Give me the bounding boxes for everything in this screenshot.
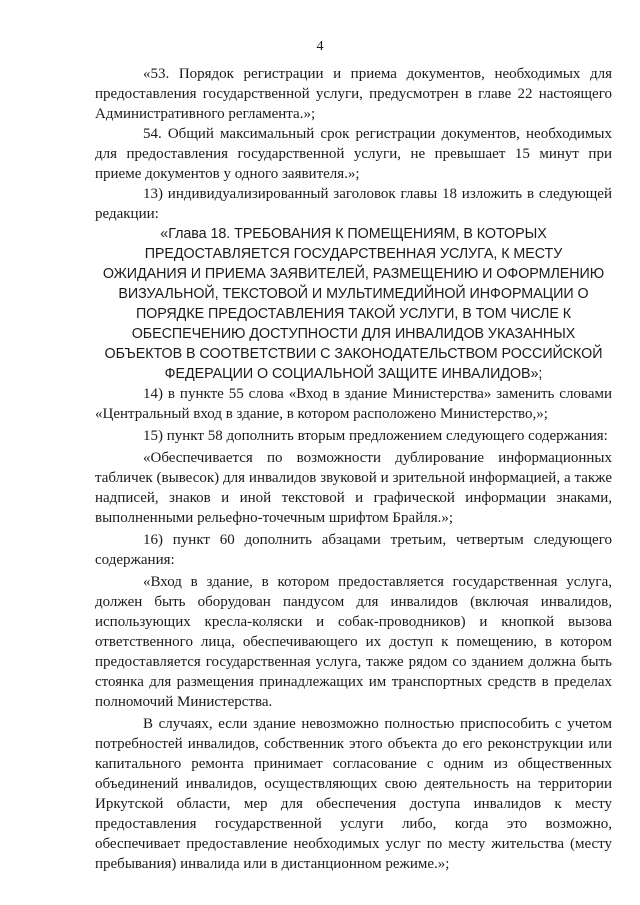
paragraph-53: «53. Порядок регистрации и приема документов, необходимых для предоставления государственной услуги, предусмотрен в главе 22 настоящего Административного регламента.»; [95,66,612,122]
document-body [95,64,612,874]
paragraph-54: 54. Общий максимальный срок регистрации документов, необходимых для предоставления государственной услуги, не превышает 15 минут при приеме документов у одного заявителя.»; [95,126,612,182]
paragraph-item-15: 15) пункт 58 дополнить вторым предложением следующего содержания: [143,428,608,444]
paragraph-adaptation: В случаях, если здание невозможно полностью приспособить с учетом потребностей инвалидов, собственник этого объекта до его реконструкции или капитального ремонта принимает согласование с одним из общественных объединений инвалидов, осуществляющих свою деятельность на территории Иркутской области, мер для обеспечения доступа инвалидов к месту предоставления государственной услуги либо, когда это возможно, обеспечивает предоставление необходимых услуг по месту жительства (месту пребывания) инвалида или в дистанционном режиме.»; [95,716,612,872]
page-number: 4 [316,39,324,54]
chapter-18-title: «Глава 18. ТРЕБОВАНИЯ К ПОМЕЩЕНИЯМ, В КОТОРЫХ ПРЕДОСТАВЛЯЕТСЯ ГОСУДАРСТВЕННАЯ УСЛУГА, К МЕСТУ ОЖИДАНИЯ И ПРИЕМА ЗАЯВИТЕЛЕЙ, РАЗМЕЩЕНИЮ И ОФОРМЛЕНИЮ ВИЗУАЛЬНОЙ, ТЕКСТОВОЙ И МУЛЬТИМЕДИЙНОЙ ИНФОРМАЦИИ О ПОРЯДКЕ ПРЕДОСТАВЛЕНИЯ ТАКОЙ УСЛУГИ, В ТОМ ЧИСЛЕ К ОБЕСПЕЧЕНИЮ ДОСТУПНОСТИ ДЛЯ ИНВАЛИДОВ УКАЗАННЫХ ОБЪЕКТОВ В СООТВЕТСТВИИ С ЗАКОНОДАТЕЛЬСТВОМ РОССИЙСКОЙ ФЕДЕРАЦИИ О СОЦИАЛЬНОЙ ЗАЩИТЕ ИНВАЛИДОВ»; [102,226,605,382]
paragraph-item-14: 14) в пункте 55 слова «Вход в здание Министерства» заменить словами «Центральный вход в здание, в котором расположено Министерство,»; [95,386,612,422]
paragraph-item-16: 16) пункт 60 дополнить абзацами третьим, четвертым следующего содержания: [95,532,612,568]
paragraph-entrance: «Вход в здание, в котором предоставляется государственная услуга, должен быть оборудован пандусом для инвалидов (включая инвалидов, использующих кресла-коляски и собак-проводников) и кнопкой вызова ответственного лица, обеспечивающего их доступ к помещению, в котором предоставляется государственная услуга, также рядом со зданием должна быть стоянка для размещения принадлежащих им транспортных средств в пределах полномочий Министерства. [95,574,612,710]
paragraph-braille: «Обеспечивается по возможности дублирование информационных табличек (вывесок) для инвалидов звуковой и зрительной информацией, а также надписей, знаков и иной текстовой и графической информации знаками, выполненными рельефно-точечным шрифтом Брайля.»; [95,450,612,526]
paragraph-item-13: 13) индивидуализированный заголовок главы 18 изложить в следующей редакции: [95,186,612,222]
